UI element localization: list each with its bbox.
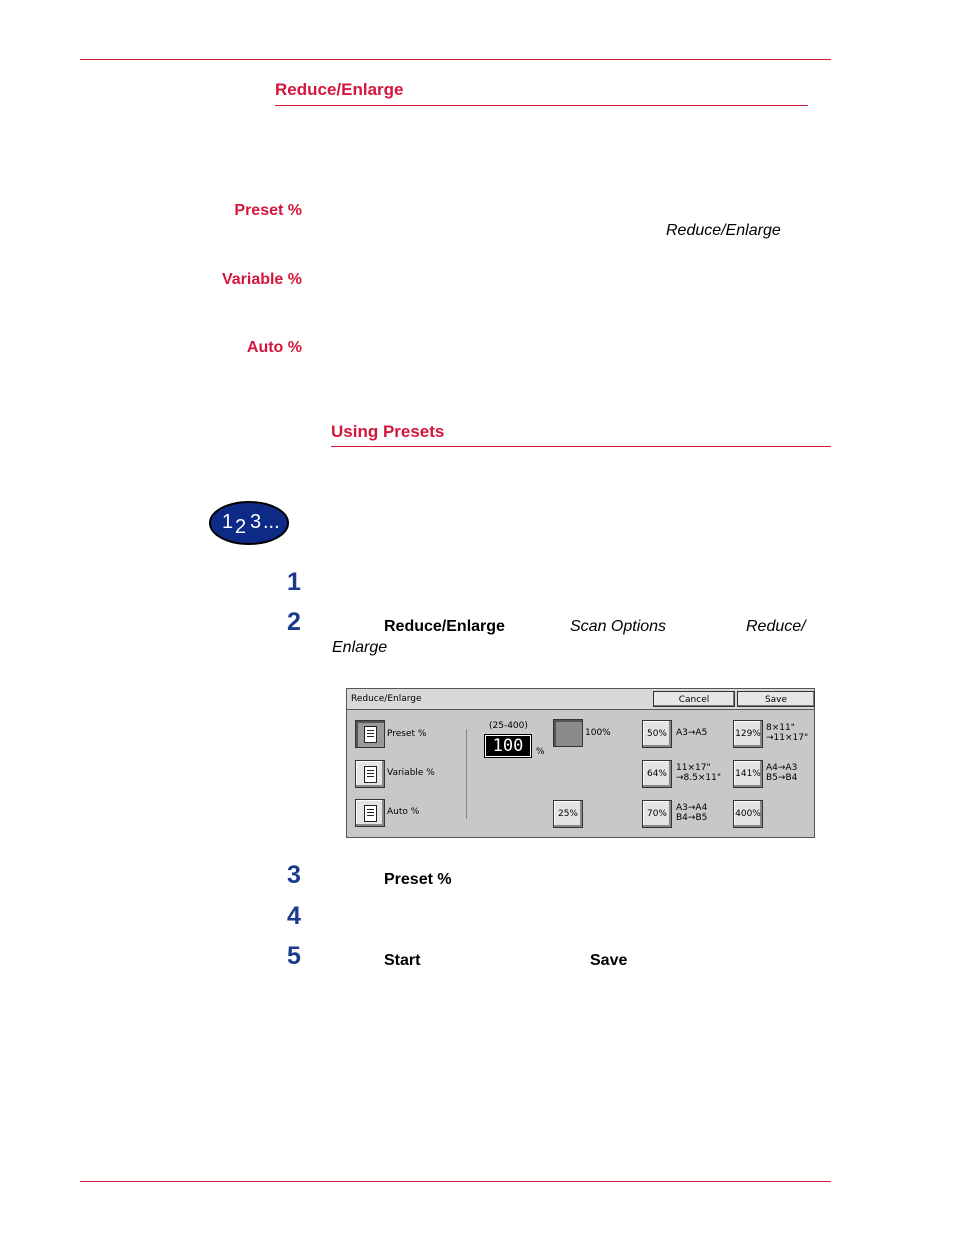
step-number-4: 4 <box>287 902 301 930</box>
preset-text-fragment: Reduce/Enlarge <box>666 222 781 239</box>
save-button[interactable]: Save <box>737 691 815 707</box>
preset-50-label: A3→A5 <box>676 728 708 738</box>
step2-italic-reduce: Reduce/ <box>746 618 806 635</box>
preset-70-button[interactable]: 70% <box>642 800 672 828</box>
option-label-auto: Auto % <box>246 339 302 356</box>
step5-bold-start: Start <box>384 952 421 969</box>
document-icon <box>364 805 377 822</box>
preset-141-label: A4→A3 B5→B4 <box>766 763 798 783</box>
step2-italic-enlarge: Enlarge <box>332 639 388 656</box>
option-label-variable: Variable % <box>221 271 302 288</box>
button-25-percent[interactable]: 25% <box>553 800 583 828</box>
percent-value-display[interactable]: 100 <box>485 735 531 757</box>
preset-129-button[interactable]: 129% <box>733 720 763 748</box>
preset-141-button[interactable]: 141% <box>733 760 763 788</box>
step-number-5: 5 <box>287 942 301 970</box>
percent-unit: % <box>536 747 545 757</box>
steps-badge-icon <box>208 500 290 546</box>
top-rule <box>80 59 831 60</box>
step-number-3: 3 <box>287 861 301 889</box>
reduce-enlarge-screen <box>346 688 815 838</box>
screen-divider <box>466 729 467 819</box>
screen-title: Reduce/Enlarge <box>351 694 422 704</box>
preset-400-button[interactable]: 400% <box>733 800 763 828</box>
document-icon <box>364 766 377 783</box>
preset-64-button[interactable]: 64% <box>642 760 672 788</box>
preset-mode-button[interactable] <box>355 720 385 748</box>
preset-mode-label: Preset % <box>387 729 427 739</box>
variable-mode-button[interactable] <box>355 760 385 788</box>
step-number-1: 1 <box>287 568 301 596</box>
auto-mode-button[interactable] <box>355 799 385 827</box>
preset-50-button[interactable]: 50% <box>642 720 672 748</box>
step2-italic-scan-options: Scan Options <box>570 618 667 635</box>
option-label-preset: Preset % <box>234 202 302 219</box>
button-100-percent[interactable] <box>553 719 583 747</box>
using-presets-rule <box>331 446 831 447</box>
auto-mode-label: Auto % <box>387 807 420 817</box>
step3-bold: Preset % <box>384 871 452 888</box>
document-icon <box>364 726 377 743</box>
badge-dots: ... <box>263 511 280 533</box>
label-100-percent: 100% <box>585 728 611 738</box>
badge-digit-2: 2 <box>235 516 247 538</box>
variable-mode-label: Variable % <box>387 768 435 778</box>
preset-64-label: 11×17" →8.5×11" <box>676 763 721 783</box>
step-number-2: 2 <box>287 608 301 636</box>
badge-digit-3: 3 <box>250 511 262 533</box>
section-title-rule <box>275 105 808 106</box>
step2-bold: Reduce/Enlarge <box>384 618 505 635</box>
badge-digit-1: 1 <box>222 511 234 533</box>
using-presets-title: Using Presets <box>331 422 445 441</box>
bottom-rule <box>80 1181 831 1182</box>
step5-bold-save: Save <box>590 952 628 969</box>
range-label: (25-400) <box>489 721 528 731</box>
section-title: Reduce/Enlarge <box>275 80 404 99</box>
preset-70-label: A3→A4 B4→B5 <box>676 803 708 823</box>
cancel-button[interactable]: Cancel <box>653 691 735 707</box>
preset-129-label: 8×11" →11×17" <box>766 723 809 743</box>
screen-title-bar <box>347 689 814 710</box>
